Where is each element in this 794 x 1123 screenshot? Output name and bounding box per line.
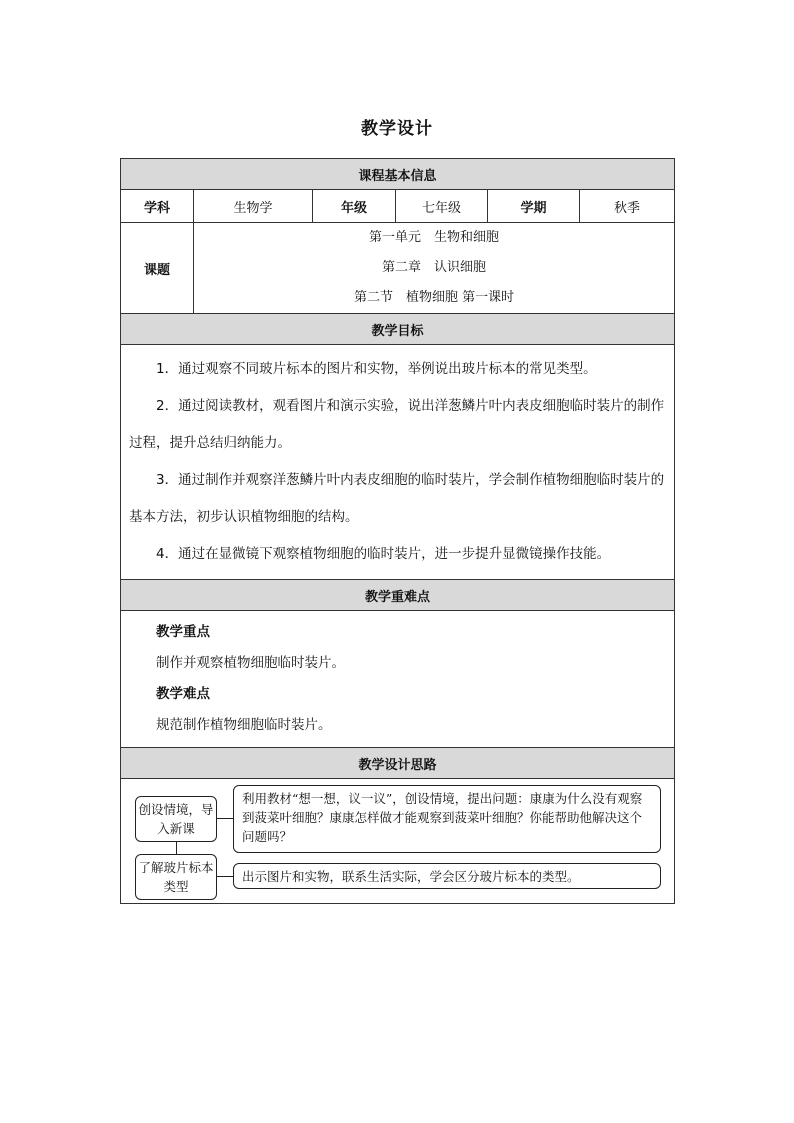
- topic-unit: 第一单元 生物和细胞: [369, 230, 500, 245]
- objectives-header: 教学目标: [121, 314, 675, 345]
- topic-label: 课题: [121, 223, 194, 314]
- flowchart: [121, 779, 674, 903]
- basic-info-header: 课程基本信息: [121, 159, 675, 190]
- focus-label: 教学重点: [156, 624, 210, 640]
- difficulty-text: 规范制作植物细胞临时装片。: [156, 717, 332, 733]
- subject-value: 生物学: [194, 190, 313, 223]
- subject-label: 学科: [121, 190, 194, 223]
- term-value: 秋季: [580, 190, 675, 223]
- flow-step-2-desc: 出示图片和实物，联系生活实际，学会区分玻片标本的类型。: [233, 863, 661, 889]
- topic-chapter: 第二章 认识细胞: [382, 260, 487, 275]
- objective-item: 1．通过观察不同玻片标本的图片和实物，举例说出玻片标本的常见类型。: [156, 361, 597, 377]
- objective-item: 4．通过在显微镜下观察植物细胞的临时装片，进一步提升显微镜操作技能。: [156, 546, 611, 562]
- connector-line: [176, 842, 177, 854]
- flow-step-1-box: 创设情境，导入新课: [135, 796, 217, 842]
- design-header: 教学设计思路: [121, 748, 675, 779]
- term-label: 学期: [488, 190, 580, 223]
- focus-text: 制作并观察植物细胞临时装片。: [156, 655, 345, 671]
- lesson-plan-table: [120, 158, 675, 904]
- difficulty-label: 教学难点: [156, 686, 210, 702]
- connector-line: [217, 876, 234, 877]
- topic-value: [194, 223, 675, 314]
- key-points-header: 教学重难点: [121, 580, 675, 611]
- flow-step-2-box: 了解玻片标本类型: [135, 854, 217, 900]
- objective-item: 2．通过阅读教材，观看图片和演示实验，说出洋葱鳞片叶内表皮细胞临时装片的制作过程，提升总结归纳能力。: [129, 398, 665, 451]
- objectives-body: [121, 345, 675, 580]
- flow-step-1-desc: 利用教材“想一想，议一议”，创设情境，提出问题：康康为什么没有观察到菠菜叶细胞？康康怎样做才能观察到菠菜叶细胞？你能帮助他解决这个问题吗？: [233, 785, 661, 853]
- document-title: 教学设计: [361, 119, 433, 139]
- objective-item: 3．通过制作并观察洋葱鳞片叶内表皮细胞的临时装片，学会制作植物细胞临时装片的基本方法，初步认识植物细胞的结构。: [129, 472, 665, 525]
- design-flow-cell: [121, 779, 675, 904]
- key-points-body: [121, 611, 675, 748]
- connector-line: [217, 818, 234, 819]
- grade-value: 七年级: [396, 190, 488, 223]
- topic-section: 第二节 植物细胞 第一课时: [353, 290, 515, 305]
- grade-label: 年级: [313, 190, 396, 223]
